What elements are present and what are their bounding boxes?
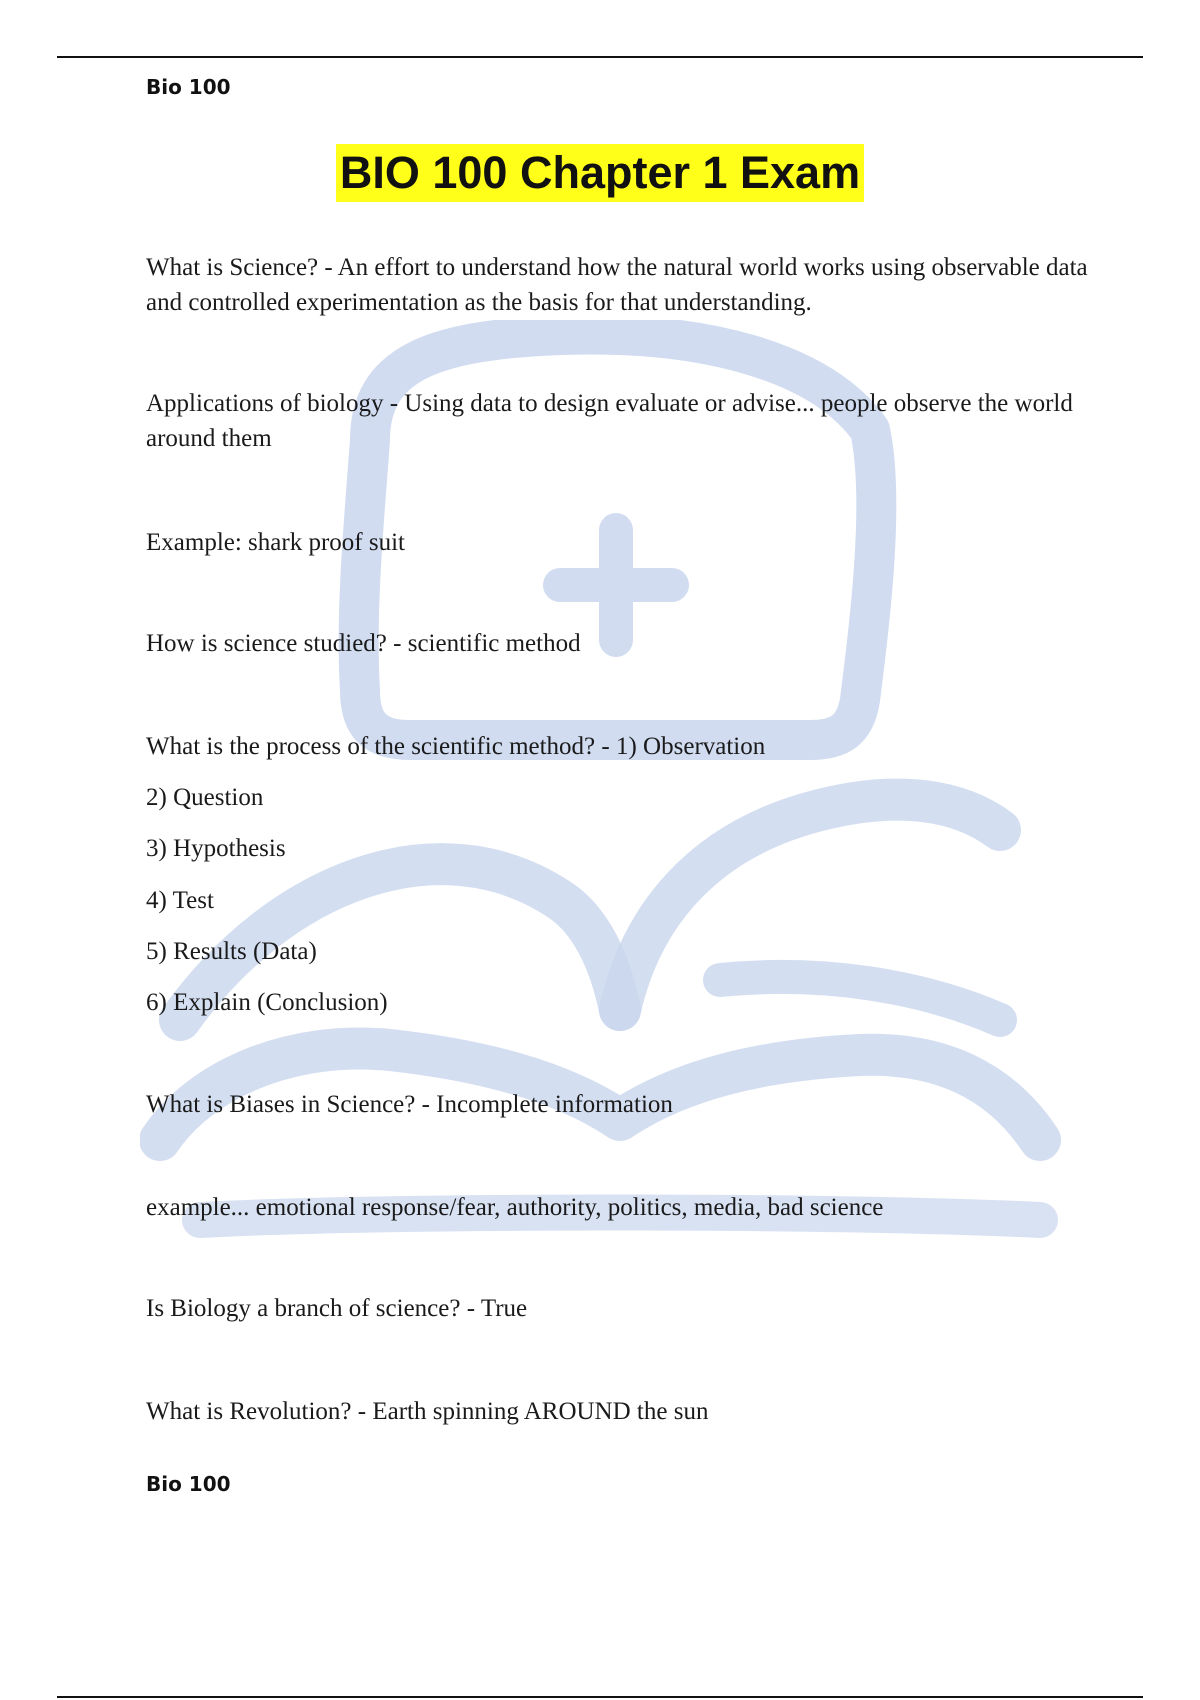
qa-entry-revolution: What is Revolution? - Earth spinning AROUND the sun	[146, 1398, 709, 1425]
page-header-label: Bio 100	[146, 75, 231, 99]
title-container	[0, 144, 1200, 202]
qa-entry-what-is-science: What is Science? - An effort to understand how the natural world works using observable data and controlled experimentation as the basis for that understanding.	[146, 254, 1088, 316]
qa-entry-biology-branch: Is Biology a branch of science? - True	[146, 1295, 528, 1322]
qa-entry-scientific-method-process: What is the process of the scientific method? - 1) Observation	[146, 733, 766, 760]
list-item-hypothesis: 3) Hypothesis	[146, 835, 286, 862]
page-footer-label: Bio 100	[146, 1472, 231, 1496]
list-item-question: 2) Question	[146, 784, 264, 811]
qa-entry-biases-in-science: What is Biases in Science? - Incomplete information	[146, 1091, 673, 1118]
page-title: BIO 100 Chapter 1 Exam	[336, 144, 864, 202]
bottom-rule	[57, 1696, 1143, 1698]
qa-entry-applications-of-biology: Applications of biology - Using data to design evaluate or advise... people observe the world around them	[146, 390, 1073, 452]
list-item-explain: 6) Explain (Conclusion)	[146, 989, 388, 1016]
top-rule	[57, 56, 1143, 58]
list-item-results: 5) Results (Data)	[146, 938, 317, 965]
list-item-test: 4) Test	[146, 887, 214, 914]
qa-entry-bias-examples: example... emotional response/fear, authority, politics, media, bad science	[146, 1194, 884, 1221]
qa-entry-how-science-studied: How is science studied? - scientific method	[146, 630, 581, 657]
qa-entry-example-shark-suit: Example: shark proof suit	[146, 529, 405, 556]
